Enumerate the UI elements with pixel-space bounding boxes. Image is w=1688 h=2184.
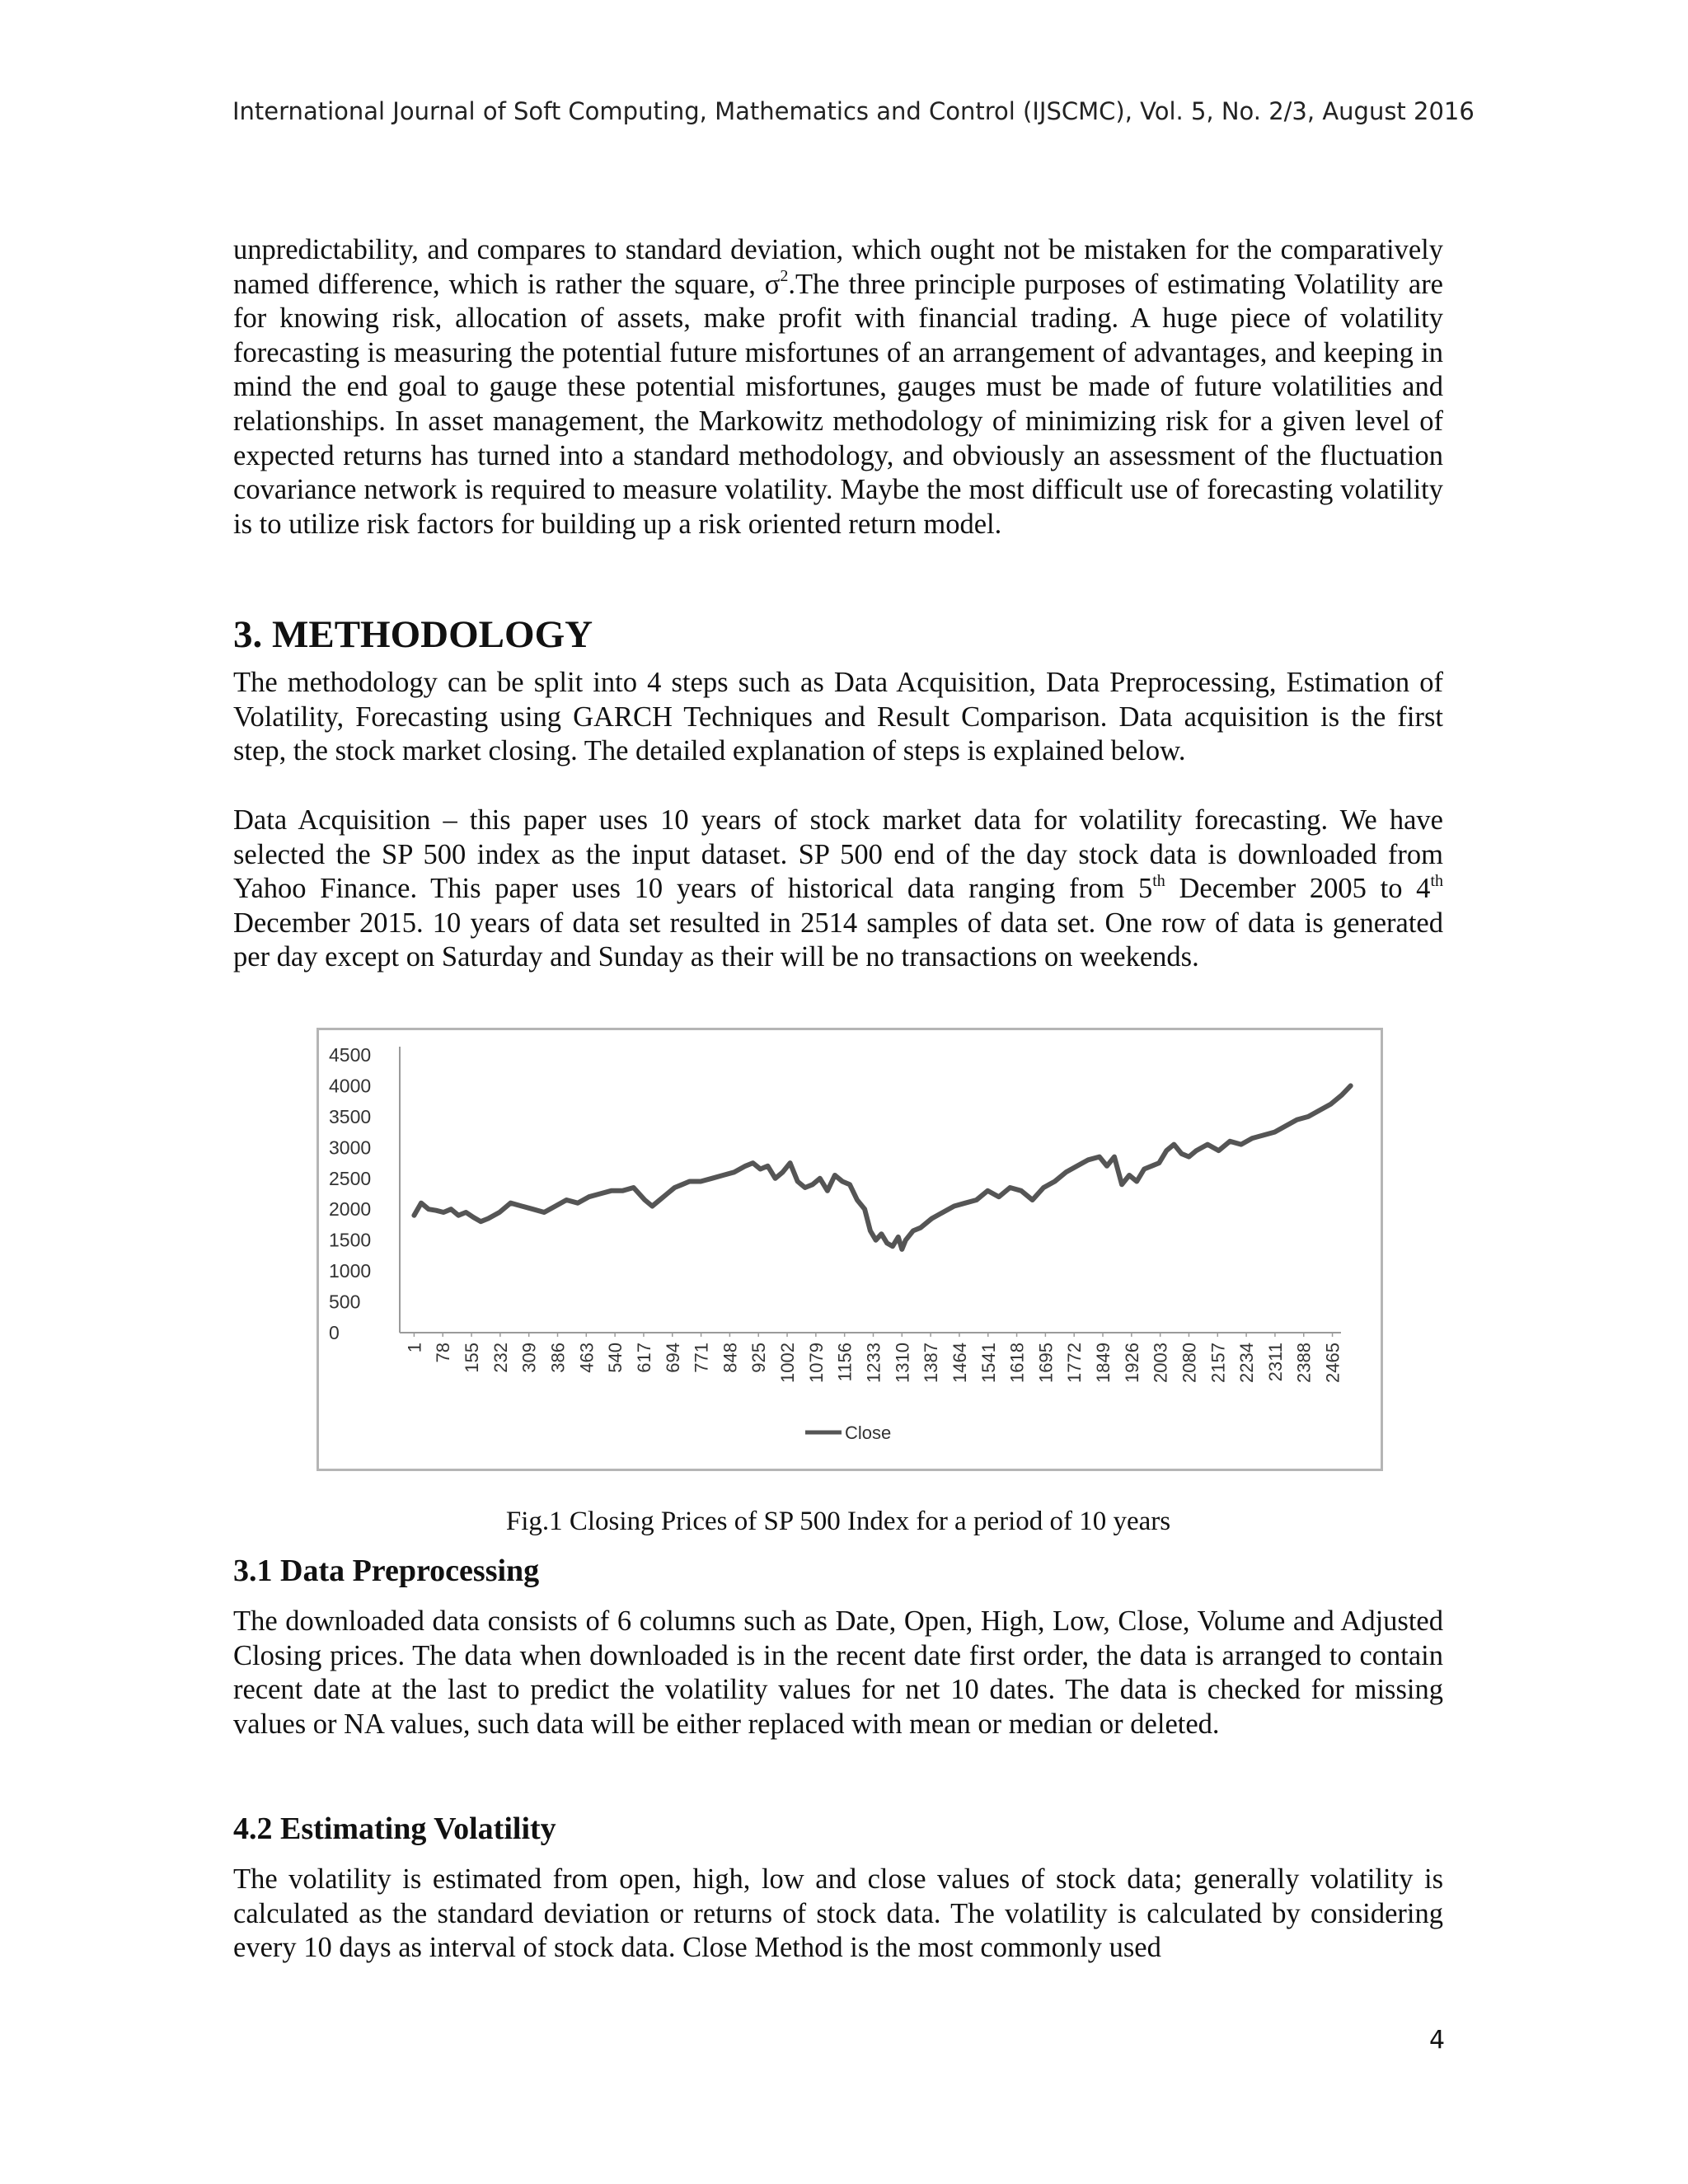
x-tick-label: 78 (433, 1343, 454, 1363)
x-tick-label: 386 (547, 1343, 569, 1373)
running-header: International Journal of Soft Computing, Mathematics and Control (IJSCMC), Vol. 5, No. 2/3, August 2016 (232, 97, 1475, 125)
methodology-paragraph: The methodology can be split into 4 steps such as Data Acquisition, Data Preprocessing, Estimation of Volatility, Forecasting using GARCH Techniques and Result Comparison. Data acquisition is the first step, the stock market closing. The detailed explanation of steps is explained below. (233, 667, 1443, 767)
sigma-exponent: 2 (780, 267, 789, 286)
close-series-line (414, 1085, 1350, 1249)
x-tick-label: 232 (490, 1343, 511, 1373)
y-tick-label: 2500 (329, 1167, 372, 1189)
data-acquisition-text-3: December 2015. 10 years of data set resulted in 2514 samples of data set. One row of data is generated per day except on Saturday and Sunday as their will be no transactions on weekends. (233, 907, 1443, 973)
x-tick-label: 2311 (1264, 1343, 1286, 1382)
intro-text-part1: unpredictability, and compares to standard deviation, which ought not be mistaken for the comparatively named difference, which is rather the square, σ (233, 234, 1443, 300)
x-tick-label: 1849 (1093, 1343, 1114, 1383)
legend-label: Close (845, 1422, 892, 1443)
x-tick-label: 1310 (892, 1343, 913, 1383)
x-tick-label: 1926 (1121, 1343, 1142, 1383)
x-tick-label: 309 (518, 1343, 540, 1373)
x-tick-label: 2465 (1322, 1343, 1343, 1383)
x-tick-label: 155 (462, 1343, 483, 1373)
x-tick-label: 1079 (805, 1343, 827, 1383)
x-tick-label: 1233 (863, 1343, 884, 1383)
x-tick-label: 1695 (1035, 1343, 1057, 1383)
x-tick-label: 1464 (949, 1343, 970, 1383)
intro-text-part2: .The three principle purposes of estimating Volatility are for knowing risk, allocation of assets, make profit with financial trading. A huge piece of volatility forecasting is measuring the potential future misfortunes of an arrangement of advantages, and keeping in mind the end goal to gauge these potential misfortunes, gauges must be made of future volatilities and relationships. In asset management, the Markowitz methodology of minimizing risk for a given level of expected returns has turned into a standard methodology, and obviously an assessment of the fluctuation covariance network is required to measure volatility. Maybe the most difficult use of forecasting volatility is to utilize risk factors for building up a risk oriented return model. (233, 268, 1443, 540)
x-tick-label: 2157 (1207, 1343, 1229, 1383)
data-acquisition-text-1: Data Acquisition – this paper uses 10 years of stock market data for volatility forecasting. We have selected the SP 500 index as the input dataset. SP 500 end of the day stock data is downloaded from Yahoo Finance. This paper uses 10 years of historical data ranging from 5 (233, 804, 1443, 905)
close-price-line-chart (319, 1030, 1381, 1469)
y-tick-label: 4000 (329, 1075, 372, 1097)
x-tick-label: 540 (605, 1343, 626, 1373)
data-acquisition-text-2: December 2005 to 4 (1165, 873, 1431, 905)
figure-caption: Fig.1 Closing Prices of SP 500 Index for a period of 10 years (505, 1507, 1171, 1536)
x-tick-label: 1541 (978, 1343, 999, 1383)
page-number: 4 (1429, 2026, 1446, 2055)
superscript-th-2: th (1430, 871, 1443, 890)
section-heading-data-preprocessing: 3.1 Data Preprocessing (233, 1554, 540, 1588)
y-tick-label: 1500 (329, 1229, 372, 1251)
x-tick-label: 1772 (1064, 1343, 1085, 1383)
y-tick-label: 3000 (329, 1137, 372, 1159)
x-tick-label: 2388 (1293, 1343, 1315, 1383)
x-tick-label: 1156 (834, 1343, 856, 1382)
estimating-volatility-paragraph: The volatility is estimated from open, high, low and close values of stock data; generally volatility is calculated as the standard deviation or returns of stock data. The volatility is calculated by considering every 10 days as interval of stock data. Close Method is the most commonly used (233, 1863, 1443, 1964)
x-tick-label: 1002 (777, 1343, 799, 1383)
y-tick-label: 4500 (329, 1044, 372, 1066)
x-tick-label: 848 (720, 1343, 741, 1373)
x-tick-label: 2003 (1150, 1343, 1171, 1383)
x-tick-label: 2080 (1179, 1343, 1200, 1383)
y-tick-label: 1000 (329, 1260, 372, 1282)
figure-1-chart (316, 1028, 1383, 1471)
x-tick-label: 1618 (1006, 1343, 1028, 1383)
section-heading-methodology: 3. METHODOLOGY (233, 613, 593, 656)
intro-paragraph (233, 233, 1443, 541)
x-tick-label: 771 (691, 1343, 712, 1373)
data-preprocessing-paragraph: The downloaded data consists of 6 columns such as Date, Open, High, Low, Close, Volume and Adjusted Closing prices. The data when downloaded is in the recent date first order, the data is arranged to contain recent date at the last to predict the volatility values for net 10 dates. The data is checked for missing values or NA values, such data will be either replaced with mean or median or deleted. (233, 1605, 1443, 1740)
x-tick-label: 1387 (921, 1343, 942, 1383)
y-tick-label: 2000 (329, 1198, 372, 1221)
y-tick-label: 500 (329, 1291, 361, 1313)
x-tick-label: 2234 (1236, 1343, 1258, 1383)
x-tick-label: 463 (576, 1343, 598, 1373)
superscript-th-1: th (1152, 871, 1165, 890)
data-acquisition-paragraph (233, 804, 1443, 975)
x-tick-label: 1 (404, 1343, 425, 1353)
section-heading-estimating-volatility: 4.2 Estimating Volatility (233, 1811, 556, 1846)
x-tick-label: 925 (748, 1343, 770, 1373)
x-tick-label: 694 (662, 1343, 683, 1373)
y-tick-label: 0 (329, 1322, 340, 1343)
x-tick-label: 617 (633, 1343, 654, 1373)
y-tick-label: 3500 (329, 1105, 372, 1127)
